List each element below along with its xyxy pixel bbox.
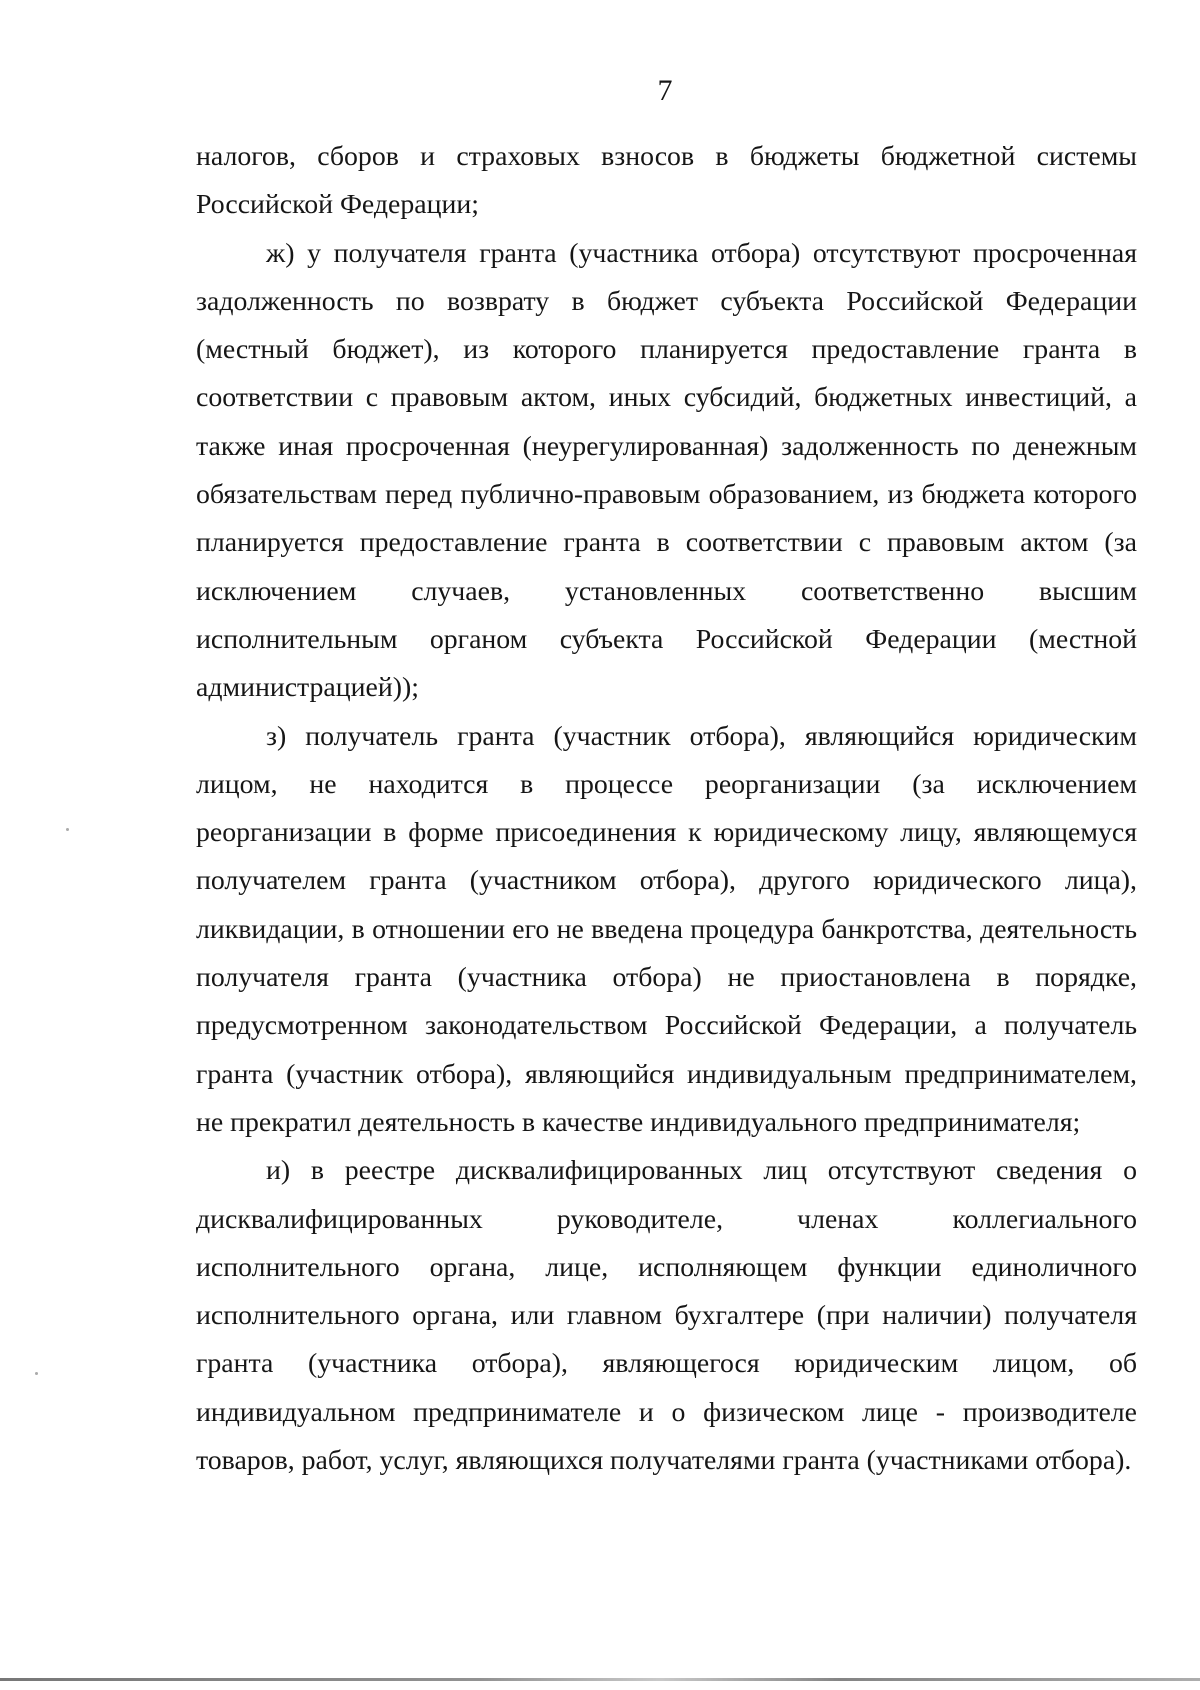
- scan-speck: [66, 828, 69, 831]
- scan-speck: [35, 1372, 38, 1375]
- paragraph-continuation: налогов, сборов и страховых взносов в бюджеты бюджетной системы Российской Федерации;: [196, 141, 1137, 221]
- paragraph-item-zh: ж) у получателя гранта (участника отбора) отсутствуют просроченная задолженность по возврату в бюджет субъекта Российской Федерации (местный бюджет), из которого планируется предоставление гранта в соответствии с правовым актом, иных субсидий, бюджетных инвестиций, а также иная просроченная (неурегулированная) задолженность по денежным обязательствам перед публично-правовым образованием, из бюджета которого планируется предоставление гранта в соответствии с правовым актом (за исключением случаев, установленных соответственно высшим исполнительным органом субъекта Российской Федерации (местной администрацией));: [196, 237, 1137, 704]
- paragraph-item-i: и) в реестре дисквалифицированных лиц отсутствуют сведения о дисквалифицированных руководителе, членах коллегиального исполнительного органа, лице, исполняющем функции единоличного исполнительного органа, или главном бухгалтере (при наличии) получателя гранта (участника отбора), являющегося юридическим лицом, об индивидуальном предпринимателе и о физическом лице - производителе товаров, работ, услуг, являющихся получателями гранта (участниками отбора).: [196, 1155, 1137, 1477]
- scan-bottom-edge: [0, 1678, 1200, 1681]
- document-body: [196, 133, 1137, 1485]
- page-number: 7: [657, 74, 673, 107]
- paragraph-item-z: з) получатель гранта (участник отбора), являющийся юридическим лицом, не находится в процессе реорганизации (за исключением реорганизации в форме присоединения к юридическому лицу, являющемуся получателем гранта (участником отбора), другого юридического лица), ликвидации, в отношении его не введена процедура банкротства, деятельность получателя гранта (участника отбора) не приостановлена в порядке, предусмотренном законодательством Российской Федерации, а получатель гранта (участник отбора), являющийся индивидуальным предпринимателем, не прекратил деятельность в качестве индивидуального предпринимателя;: [196, 720, 1137, 1138]
